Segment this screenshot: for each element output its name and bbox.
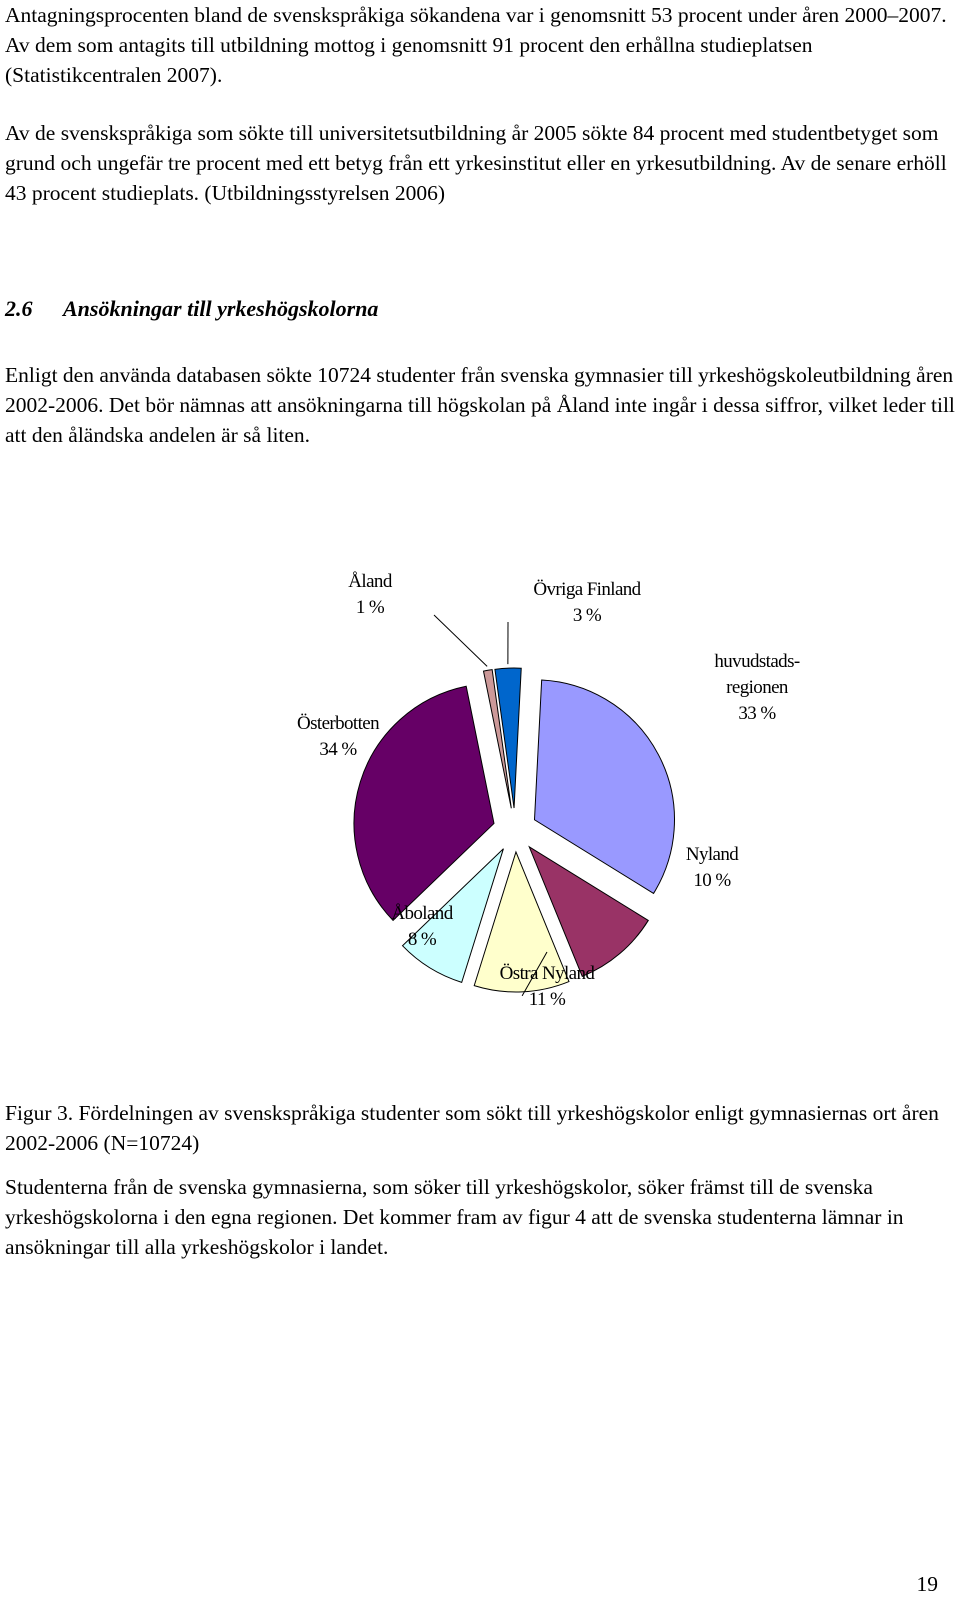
pie-slice: [534, 680, 674, 893]
slice-label: Östra Nyland 11 %: [499, 963, 595, 1010]
paragraph-regional-preference: Studenterna från de svenska gymnasierna, som söker till yrkeshögskolor, söker främst till de svenska yrkeshögskolorna i den egna regionen. Det kommer fram av figur 4 att de svenska studenterna lämnar in ansökningar till alla yrkeshögskolor i landet.: [5, 1175, 904, 1259]
paragraph-database: Enligt den använda databasen sökte 10724 studenter från svenska gymnasier till yrkeshögskoleutbildning åren 2002-2006. Det bör nämnas att ansökningarna till högskolan på Åland inte ingår i dessa siffror, vilket leder till att den åländska andelen är så liten.: [5, 363, 955, 447]
slice-label: Övriga Finland 3 %: [533, 579, 641, 626]
section-number: 2.6: [5, 296, 33, 321]
page-number: 19: [916, 1572, 938, 1596]
slice-label: huvudstads-regionen 33 %: [714, 651, 800, 724]
paragraph-university-applicants: Av de svenskspråkiga som sökte till universitetsutbildning år 2005 sökte 84 procent med studentbetyget som grund och ungefär tre procent med ett betyg från ett yrkesinstitut eller en yrkesutbildning. Av de senare erhöll 43 procent studieplats. (Utbildningsstyrelsen 2006): [5, 121, 947, 205]
figure-caption: Figur 3. Fördelningen av svenskspråkiga studenter som sökt till yrkeshögskolor enligt gymnasiernas ort åren 2002-2006 (N=10724): [5, 1101, 939, 1155]
leader-line: [434, 615, 487, 666]
paragraph-admission-rate: Antagningsprocenten bland de svenskspråkiga sökandena var i genomsnitt 53 procent under åren 2000–2007. Av dem som antagits till utbildning mottog i genomsnitt 91 procent den erhållna studieplatsen (Statistikcentralen 2007).: [5, 3, 947, 87]
slice-label: Åboland 8 %: [391, 903, 453, 950]
slice-label: Österbotten 34 %: [296, 713, 380, 760]
slice-label: Åland 1 %: [348, 571, 392, 618]
slice-label: Nyland 10 %: [685, 844, 739, 891]
pie-chart: [0, 560, 960, 1030]
section-title: Ansökningar till yrkeshögskolorna: [63, 296, 379, 321]
section-heading: [5, 296, 378, 322]
